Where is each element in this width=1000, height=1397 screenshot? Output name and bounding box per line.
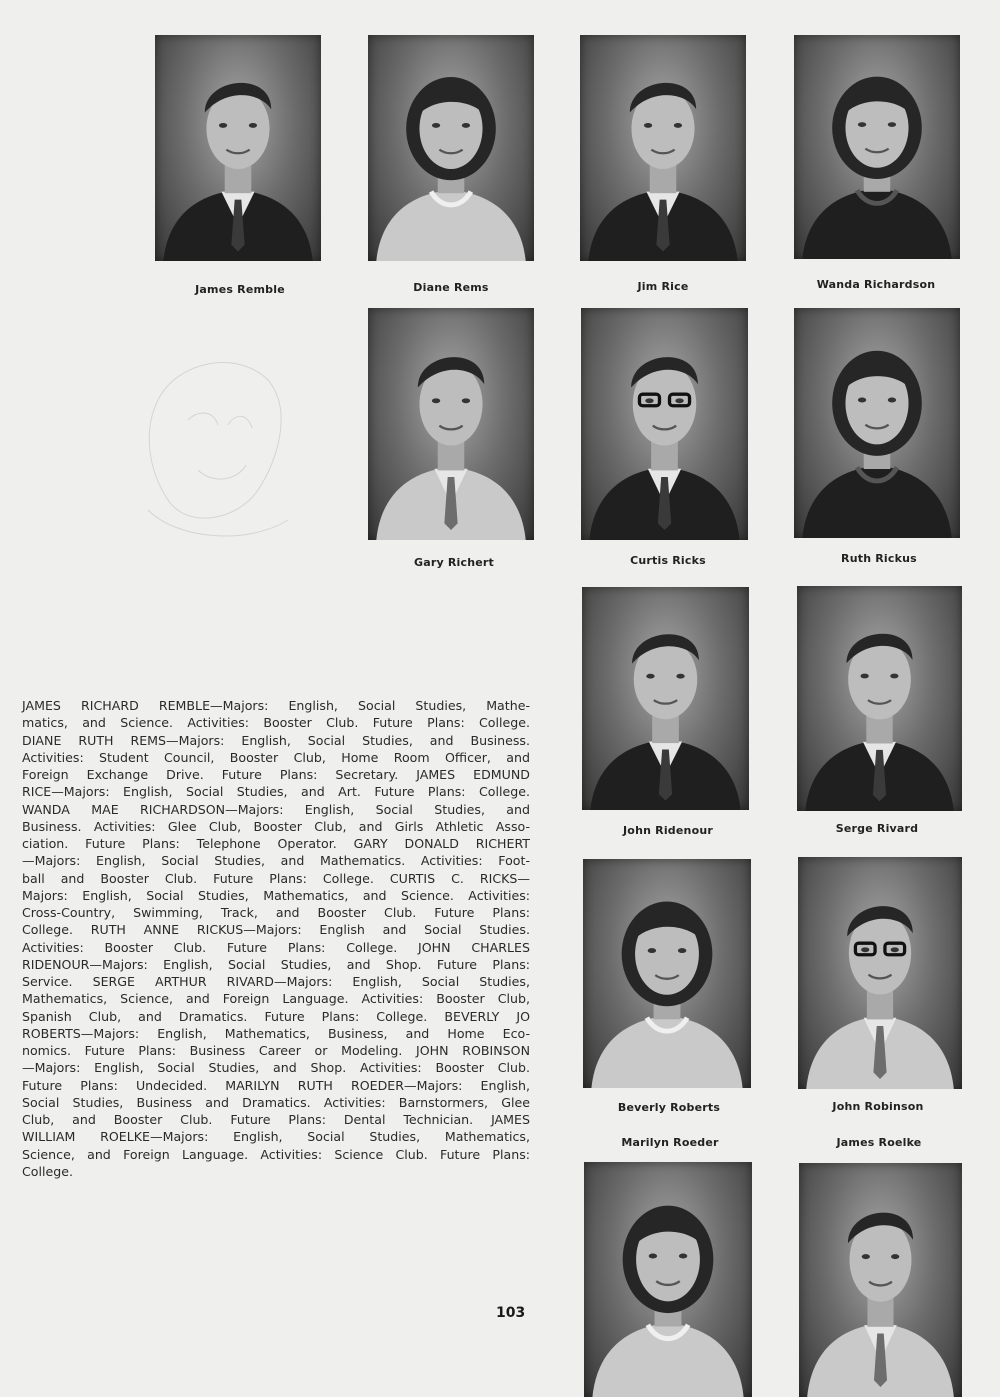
portrait-caption: Wanda Richardson xyxy=(816,278,936,291)
portrait-caption: James Roelke xyxy=(836,1136,922,1149)
bio-line: ciation. Future Plans: Telephone Operator. GARY DONALD RICHERT xyxy=(22,836,530,851)
bio-line: Spanish Club, and Dramatics. Future Plans: College. BEVERLY JO xyxy=(22,1008,530,1024)
bio-line: Future Plans: Undecided. MARILYN RUTH ROEDER—Majors: English, xyxy=(22,1077,530,1093)
pencil-sketch-mark xyxy=(118,340,318,560)
bio-line: College. xyxy=(22,1163,73,1179)
portrait-silhouette xyxy=(799,1163,962,1397)
bio-line: ball and Booster Club. Future Plans: College. CURTIS C. RICKS— xyxy=(22,870,530,886)
portrait-silhouette xyxy=(794,308,960,538)
portrait-caption: Gary Richert xyxy=(413,556,494,569)
bio-line: Majors: English, Social Studies, Mathematics, and Science. Activities: xyxy=(22,887,530,903)
portrait-caption: Curtis Ricks xyxy=(630,554,706,567)
portrait-photo-ruth-rickus xyxy=(794,308,960,538)
portrait-photo-jim-rice xyxy=(580,35,746,261)
portrait-photo-gary-richert xyxy=(368,308,534,540)
bio-line: Service. SERGE ARTHUR RIVARD—Majors: English, Social Studies, xyxy=(22,974,530,989)
bio-line: —Majors: English, Social Studies, and Shop. Activities: Booster Club. xyxy=(22,1060,530,1076)
portrait-photo-serge-rivard xyxy=(797,586,962,811)
portrait-caption: Diane Rems xyxy=(413,281,489,294)
bio-line: Science, and Foreign Language. Activities: Science Club. Future Plans: xyxy=(22,1146,530,1162)
bio-line: nomics. Future Plans: Business Career or Modeling. JOHN ROBINSON xyxy=(22,1043,530,1058)
bio-line: WANDA MAE RICHARDSON—Majors: English, Social Studies, and xyxy=(22,801,530,817)
portrait-photo-marilyn-roeder xyxy=(584,1162,752,1397)
portrait-caption: Marilyn Roeder xyxy=(621,1136,719,1149)
bio-line: Activities: Student Council, Booster Club, Home Room Officer, and xyxy=(22,749,530,765)
bio-line: —Majors: English, Social Studies, and Mathematics. Activities: Foot- xyxy=(22,853,530,869)
bio-line: WILLIAM ROELKE—Majors: English, Social Studies, Mathematics, xyxy=(22,1129,530,1145)
senior-biographies xyxy=(22,697,530,1180)
bio-line: Foreign Exchange Drive. Future Plans: Secretary. JAMES EDMUND xyxy=(22,767,530,782)
portrait-silhouette xyxy=(798,857,962,1089)
bio-line: Club, and Booster Club. Future Plans: Dental Technician. JAMES xyxy=(22,1112,530,1127)
bio-line: Mathematics, Science, and Foreign Language. Activities: Booster Club, xyxy=(22,991,530,1007)
portrait-photo-curtis-ricks xyxy=(581,308,748,540)
portrait-caption: Jim Rice xyxy=(637,280,689,293)
portrait-caption: Serge Rivard xyxy=(835,822,919,835)
portrait-silhouette xyxy=(797,586,962,811)
bio-line: DIANE RUTH REMS—Majors: English, Social Studies, and Business. xyxy=(22,732,530,748)
portrait-caption: Beverly Roberts xyxy=(617,1101,721,1114)
portrait-silhouette xyxy=(794,35,960,259)
portrait-silhouette xyxy=(583,859,751,1088)
bio-line: Social Studies, Business and Dramatics. Activities: Barnstormers, Glee xyxy=(22,1094,530,1110)
bio-line: RICE—Majors: English, Social Studies, and Art. Future Plans: College. xyxy=(22,784,530,800)
portrait-photo-james-roelke xyxy=(799,1163,962,1397)
page-number: 103 xyxy=(496,1305,526,1321)
portrait-silhouette xyxy=(155,35,321,261)
portrait-photo-james-remble xyxy=(155,35,321,261)
portrait-photo-john-ridenour xyxy=(582,587,749,810)
portrait-silhouette xyxy=(581,308,748,540)
bio-line: RIDENOUR—Majors: English, Social Studies, and Shop. Future Plans: xyxy=(22,956,530,972)
bio-line: Activities: Booster Club. Future Plans: College. JOHN CHARLES xyxy=(22,939,530,955)
portrait-caption: Ruth Rickus xyxy=(841,552,917,565)
bio-line: JAMES RICHARD REMBLE—Majors: English, Social Studies, Mathe- xyxy=(22,698,530,713)
bio-line: Cross-Country, Swimming, Track, and Booster Club. Future Plans: xyxy=(22,905,530,920)
portrait-photo-john-robinson xyxy=(798,857,962,1089)
portrait-photo-beverly-roberts xyxy=(583,859,751,1088)
bio-line: ROBERTS—Majors: English, Mathematics, Business, and Home Eco- xyxy=(22,1025,530,1041)
portrait-caption: John Robinson xyxy=(832,1100,924,1113)
bio-line: matics, and Science. Activities: Booster Club. Future Plans: College. xyxy=(22,715,530,731)
portrait-caption: James Remble xyxy=(195,283,285,296)
bio-line: Business. Activities: Glee Club, Booster Club, and Girls Athletic Asso- xyxy=(22,818,530,834)
portrait-photo-diane-rems xyxy=(368,35,534,261)
portrait-silhouette xyxy=(368,308,534,540)
portrait-silhouette xyxy=(582,587,749,810)
portrait-caption: John Ridenour xyxy=(623,824,713,837)
bio-line: College. RUTH ANNE RICKUS—Majors: English and Social Studies. xyxy=(22,922,530,938)
portrait-silhouette xyxy=(368,35,534,261)
portrait-silhouette xyxy=(580,35,746,261)
portrait-silhouette xyxy=(584,1162,752,1397)
portrait-photo-wanda-richardson xyxy=(794,35,960,259)
